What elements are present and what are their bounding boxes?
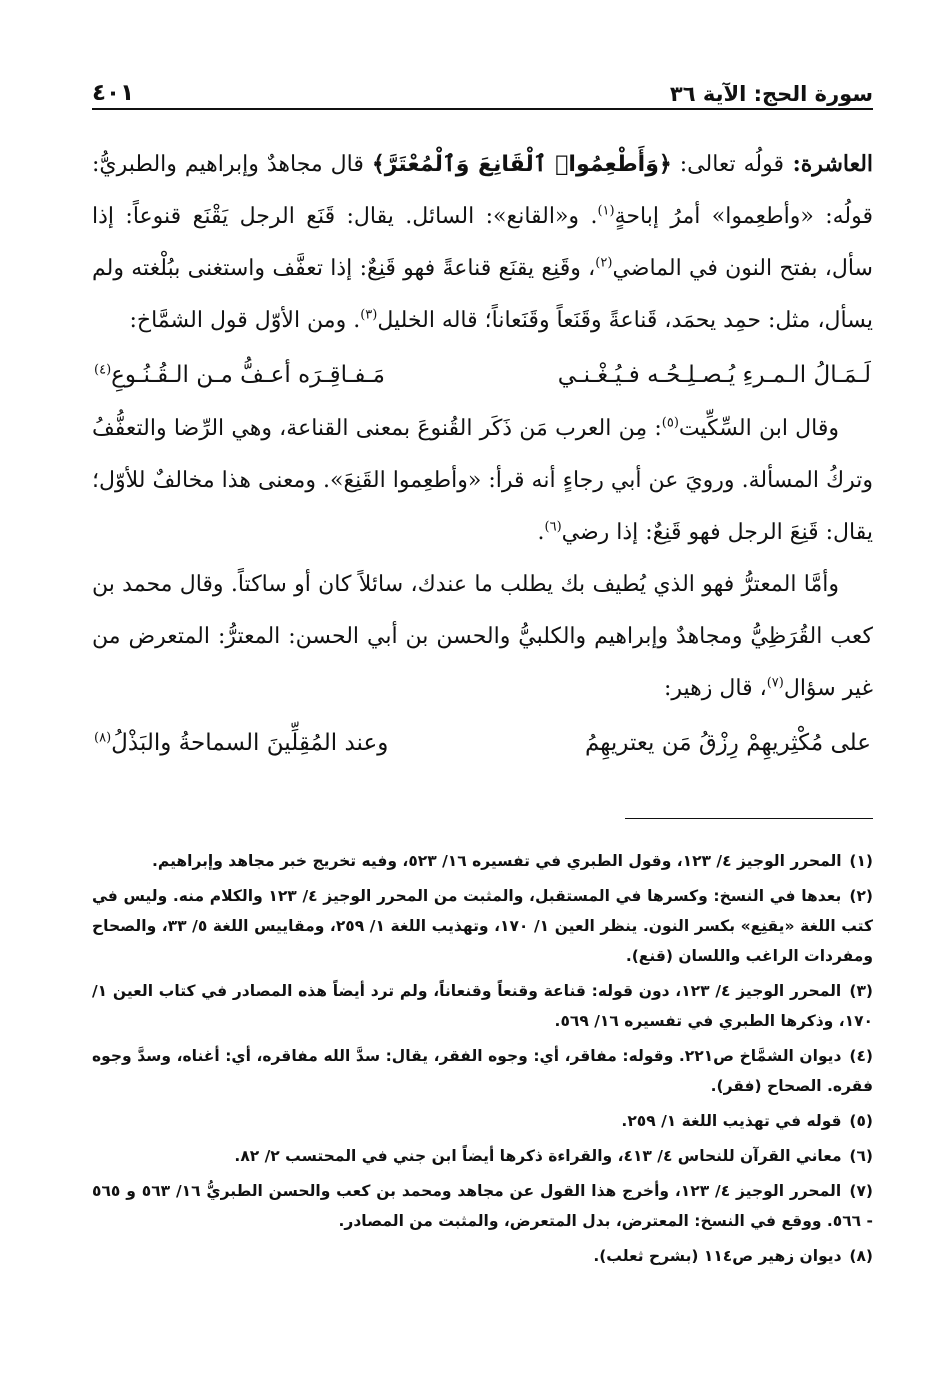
- footnote-number: (٢): [849, 887, 873, 905]
- text-run: قال مجاهدٌ وإبراهيم والطبريُّ: قولُه: «وأطعِموا» أمرُ إباحةٍ: [92, 152, 873, 229]
- footnote-ref: (١): [597, 203, 615, 219]
- footnote: [92, 1106, 873, 1136]
- footnote-text: المحرر الوجيز ٤/ ١٢٣، وأخرج هذا القول عن مجاهد ومحمد بن كعب والحسن الطبريُّ ١٦/ ٥٦٣ و ٥٦٥ - ٥٦٦. ووقع في النسخ: المعترض، بدل المتعرض، والمثبت من المصادر.: [92, 1182, 873, 1230]
- footnote-text: ديوان الشمَّاخ ص٢٢١. وقوله: مفاقر، أي: وجوه الفقر، يقال: سدَّ الله مفاقره، أي: أغناه، وسدَّ وجوه فقره. الصحاح (فقر).: [92, 1047, 873, 1095]
- paragraph-2: [92, 403, 873, 559]
- footnote-number: (١): [849, 852, 873, 870]
- verse-first-hemistich: على مُكْثِريهِمْ رِزْقُ مَن يعتريهِمُ: [584, 730, 871, 756]
- footnote-number: (٧): [849, 1182, 873, 1200]
- poetry-verse-1: [92, 347, 873, 403]
- footnote-ref: (٢): [595, 255, 613, 271]
- text-run: .: [537, 520, 545, 545]
- text-run: وأمَّا المعترُّ فهو الذي يُطيف بك يطلب ما عندك، سائلاً كان أو ساكتاً. وقال محمد بن كعب القُرَظِيُّ ومجاهدٌ وإبراهيم والكلبيُّ والحسن بن أبي الحسن: المعترُّ: المتعرض من غير سؤال: [92, 572, 873, 701]
- footnote-ref: (٦): [544, 519, 562, 535]
- footnote-text: ديوان زهير ص١١٤ (بشرح ثعلب).: [593, 1247, 842, 1265]
- header-rule: [92, 108, 873, 110]
- footnote-ref: (٧): [766, 675, 784, 691]
- paragraph-1: [92, 138, 873, 347]
- footnote: [92, 1141, 873, 1171]
- footnote-text: معاني القرآن للنحاس ٤/ ٤١٣، والقراءة ذكرها أيضاً ابن جني في المحتسب ٢/ ٨٢.: [234, 1147, 842, 1165]
- footnote: [92, 881, 873, 971]
- footnote-ref: (٤): [94, 362, 112, 378]
- footnote-number: (٥): [849, 1112, 873, 1130]
- verse-second-hemistich: [94, 347, 385, 403]
- running-header: [92, 62, 873, 106]
- page-number: ٤٠١: [92, 80, 135, 106]
- footnote: [92, 1041, 873, 1101]
- main-text: [92, 138, 873, 771]
- footnote: [92, 846, 873, 876]
- quran-verse: ﴿وَأَطْعِمُوا۟ ٱلْقَانِعَ وَٱلْمُعْتَرَّ﴾: [371, 152, 672, 177]
- text-run: . ومن الأوّل قول الشمَّاخ:: [129, 308, 361, 333]
- text-run: : مِن العرب مَن ذَكَر القُنوعَ بمعنى القناعة، وهي الرِّضا والتعفُّفُ وتركُ المسألة. ورويَ عن أبي رجاءٍ أنه قرأ: «وأطعِموا القَنِعَ». ومعنى هذا مخالفٌ للأوّل؛ يقال: قَنِعَ الرجل فهو قَنِعٌ: إذا رضي: [92, 416, 873, 545]
- footnote: [92, 976, 873, 1036]
- footnote-text: بعدها في النسخ: وكسرها في المستقبل، والمثبت من المحرر الوجيز ٤/ ١٢٣ والكلام منه. وليس في كتب اللغة «يقنِع» بكسر النون. ينظر العين ١/ ١٧٠، وتهذيب اللغة ١/ ٢٥٩، ومقاييس اللغة ٥/ ٣٣، والصحاح ومفردات الراغب واللسان (قنع).: [92, 887, 874, 965]
- footnote: [92, 1241, 873, 1271]
- footnote-text: المحرر الوجيز ٤/ ١٢٣، وقول الطبري في تفسيره ١٦/ ٥٢٣، وفيه تخريج خبر مجاهد وإبراهيم.: [152, 852, 842, 870]
- verse-first-hemistich: لَـمَـالُ الـمـرءِ يُـصـلِـحُـه فـيُـغْـنـي: [557, 362, 871, 388]
- text-run: . و«القانع»: السائل. يقال: قَنَع الرجل يَقْنَع قنوعاً: إذا سأل، بفتح النون في الماضي: [92, 204, 873, 281]
- footnote-ref: (٣): [360, 307, 378, 323]
- paragraph-3: [92, 559, 873, 715]
- section-lead: العاشرة:: [784, 151, 874, 177]
- footnote-ref: (٥): [661, 415, 679, 431]
- text-run: ، قال زهير:: [663, 676, 767, 701]
- footnote-number: (٦): [849, 1147, 873, 1165]
- verse-text: وعند المُقِلِّينَ السماحةُ والبَذْلُ: [111, 730, 389, 756]
- verse-second-hemistich: [94, 715, 388, 771]
- footnote-text: قوله في تهذيب اللغة ١/ ٢٥٩.: [621, 1112, 842, 1130]
- poetry-verse-2: [92, 715, 873, 771]
- text-run: وقال ابن السِّكِّيت: [678, 416, 839, 441]
- text-run: قولُه تعالى:: [671, 152, 785, 177]
- footnote: [92, 1176, 873, 1236]
- footnotes: [92, 846, 873, 1276]
- footnote-number: (٨): [849, 1247, 873, 1265]
- footnote-text: المحرر الوجيز ٤/ ١٢٣، دون قوله: قناعة وقنعاً وقنعاناً، ولم ترد أيضاً هذه المصادر في كتاب العين ١/ ١٧٠، وذكرها الطبري في تفسيره ١٦/ ٥٦٩.: [92, 982, 873, 1030]
- footnote-ref: (٨): [94, 730, 112, 746]
- footnote-number: (٣): [849, 982, 873, 1000]
- footnote-number: (٤): [849, 1047, 874, 1065]
- verse-text: مَـفـاقِـرَه أعـفُّ مـن الـقُـنُـوعِ: [111, 362, 386, 388]
- footnotes-rule: [625, 818, 873, 819]
- text-run: ، وقَنِع يقنَع قناعةً فهو قَنِعٌ: إذا تعفَّف واستغنى ببُلْغته ولم يسأل، مثل: حمِد يحمَد، قَناعةً وقَنَعاً وقَنَعاناً؛ قاله الخليل: [92, 256, 873, 333]
- surah-title: سورة الحج: الآية ٣٦: [669, 82, 873, 106]
